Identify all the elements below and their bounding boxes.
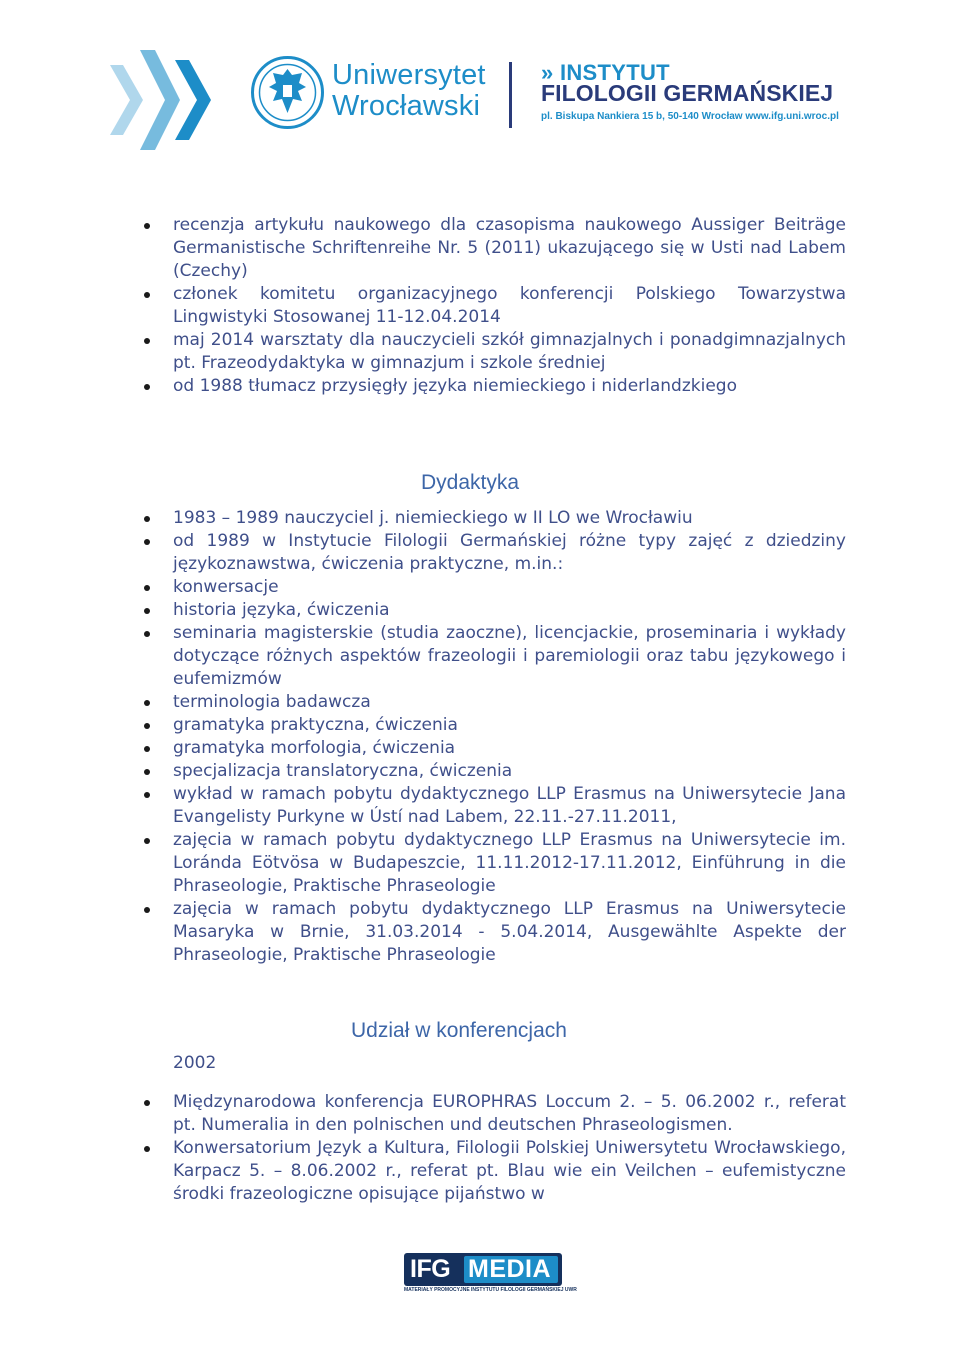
logo-ifg-text: IFG (410, 1255, 451, 1283)
conferences-list (140, 1091, 846, 1206)
section-title-konferencje: Udział w konferencjach (351, 1019, 567, 1042)
list-item: historia języka, ćwiczenia (140, 599, 846, 622)
chevrons-decoration-icon (105, 45, 235, 155)
list-item: wykład w ramach pobytu dydaktycznego LLP Erasmus na Uniwersytecie Jana Evangelisty Purkyne w Ústí nad Labem, 22.11.-27.11.2011, (140, 783, 846, 829)
year-heading-2002: 2002 (173, 1053, 217, 1073)
list-item: zajęcia w ramach pobytu dydaktycznego LLP Erasmus na Uniwersytecie im. Loránda Eötvösa w Budapeszcie, 11.11.2012-17.11.2012, Einführung in die Phraseologie, Praktische Phraseologie (140, 829, 846, 898)
list-item: seminaria magisterskie (studia zaoczne), licencjackie, proseminaria i wykłady dotyczące różnych aspektów frazeologii i paremiologii oraz tabu językowego i eufemizmów (140, 622, 846, 691)
activities-list (140, 214, 846, 398)
teaching-list (140, 507, 846, 967)
list-item: 1983 – 1989 nauczyciel j. niemieckiego w II LO we Wrocławiu (140, 507, 846, 530)
institute-label: » INSTYTUT (541, 60, 670, 85)
university-name-line1: Uniwersytet (332, 59, 486, 91)
list-item: konwersacje (140, 576, 846, 599)
logo-tagline: MATERIAŁY PROMOCYJNE INSTYTUTU FILOLOGII GERMAŃSKIEJ UWR (404, 1287, 577, 1293)
list-item: od 1989 w Instytucie Filologii Germańskiej różne typy zajęć z dziedziny językoznawstwa, ćwiczenia praktyczne, m.in.: (140, 530, 846, 576)
list-item: Międzynarodowa konferencja EUROPHRAS Loccum 2. – 5. 06.2002 r., referat pt. Numeralia in den polnischen und deutschen Phraseologismen. (140, 1091, 846, 1137)
list-item: zajęcia w ramach pobytu dydaktycznego LLP Erasmus na Uniwersytecie Masaryka w Brnie, 31.03.2014 - 5.04.2014, Ausgewählte Aspekte der Phraseologie, Praktische Phraseologie (140, 898, 846, 967)
list-item: od 1988 tłumacz przysięgły języka niemieckiego i niderlandzkiego (140, 375, 846, 398)
list-item: gramatyka praktyczna, ćwiczenia (140, 714, 846, 737)
university-seal-icon (250, 55, 325, 130)
list-item: gramatyka morfologia, ćwiczenia (140, 737, 846, 760)
list-item: recenzja artykułu naukowego dla czasopisma naukowego Aussiger Beiträge Germanistische Schriftenreihe Nr. 5 (2011) ukazującego się w Usti nad Labem (Czechy) (140, 214, 846, 283)
university-name (332, 60, 486, 122)
university-name-line2: Wrocławski (332, 90, 481, 122)
page-header (0, 0, 960, 160)
list-item: Konwersatorium Język a Kultura, Filologii Polskiej Uniwersytetu Wrocławskiego, Karpacz 5. – 8.06.2002 r., referat pt. Blau wie ein Veilchen – eufemistyczne środki frazeologiczne opisujące pijaństwo w (140, 1137, 846, 1206)
ifg-media-logo (404, 1253, 577, 1294)
section-title-dydaktyka: Dydaktyka (421, 471, 520, 494)
institute-name: FILOLOGII GERMAŃSKIEJ (541, 80, 834, 106)
list-item: terminologia badawcza (140, 691, 846, 714)
logo-media-text: MEDIA (468, 1255, 552, 1283)
header-divider (509, 62, 512, 128)
list-item: członek komitetu organizacyjnego konferencji Polskiego Towarzystwa Lingwistyki Stosowanej 11-12.04.2014 (140, 283, 846, 329)
institute-address: pl. Biskupa Nankiera 15 b, 50-140 Wrocław www.ifg.uni.wroc.pl (541, 111, 839, 122)
list-item: specjalizacja translatoryczna, ćwiczenia (140, 760, 846, 783)
list-item: maj 2014 warsztaty dla nauczycieli szkół gimnazjalnych i ponadgimnazjalnych pt. Frazeodydaktyka w gimnazjum i szkole średniej (140, 329, 846, 375)
